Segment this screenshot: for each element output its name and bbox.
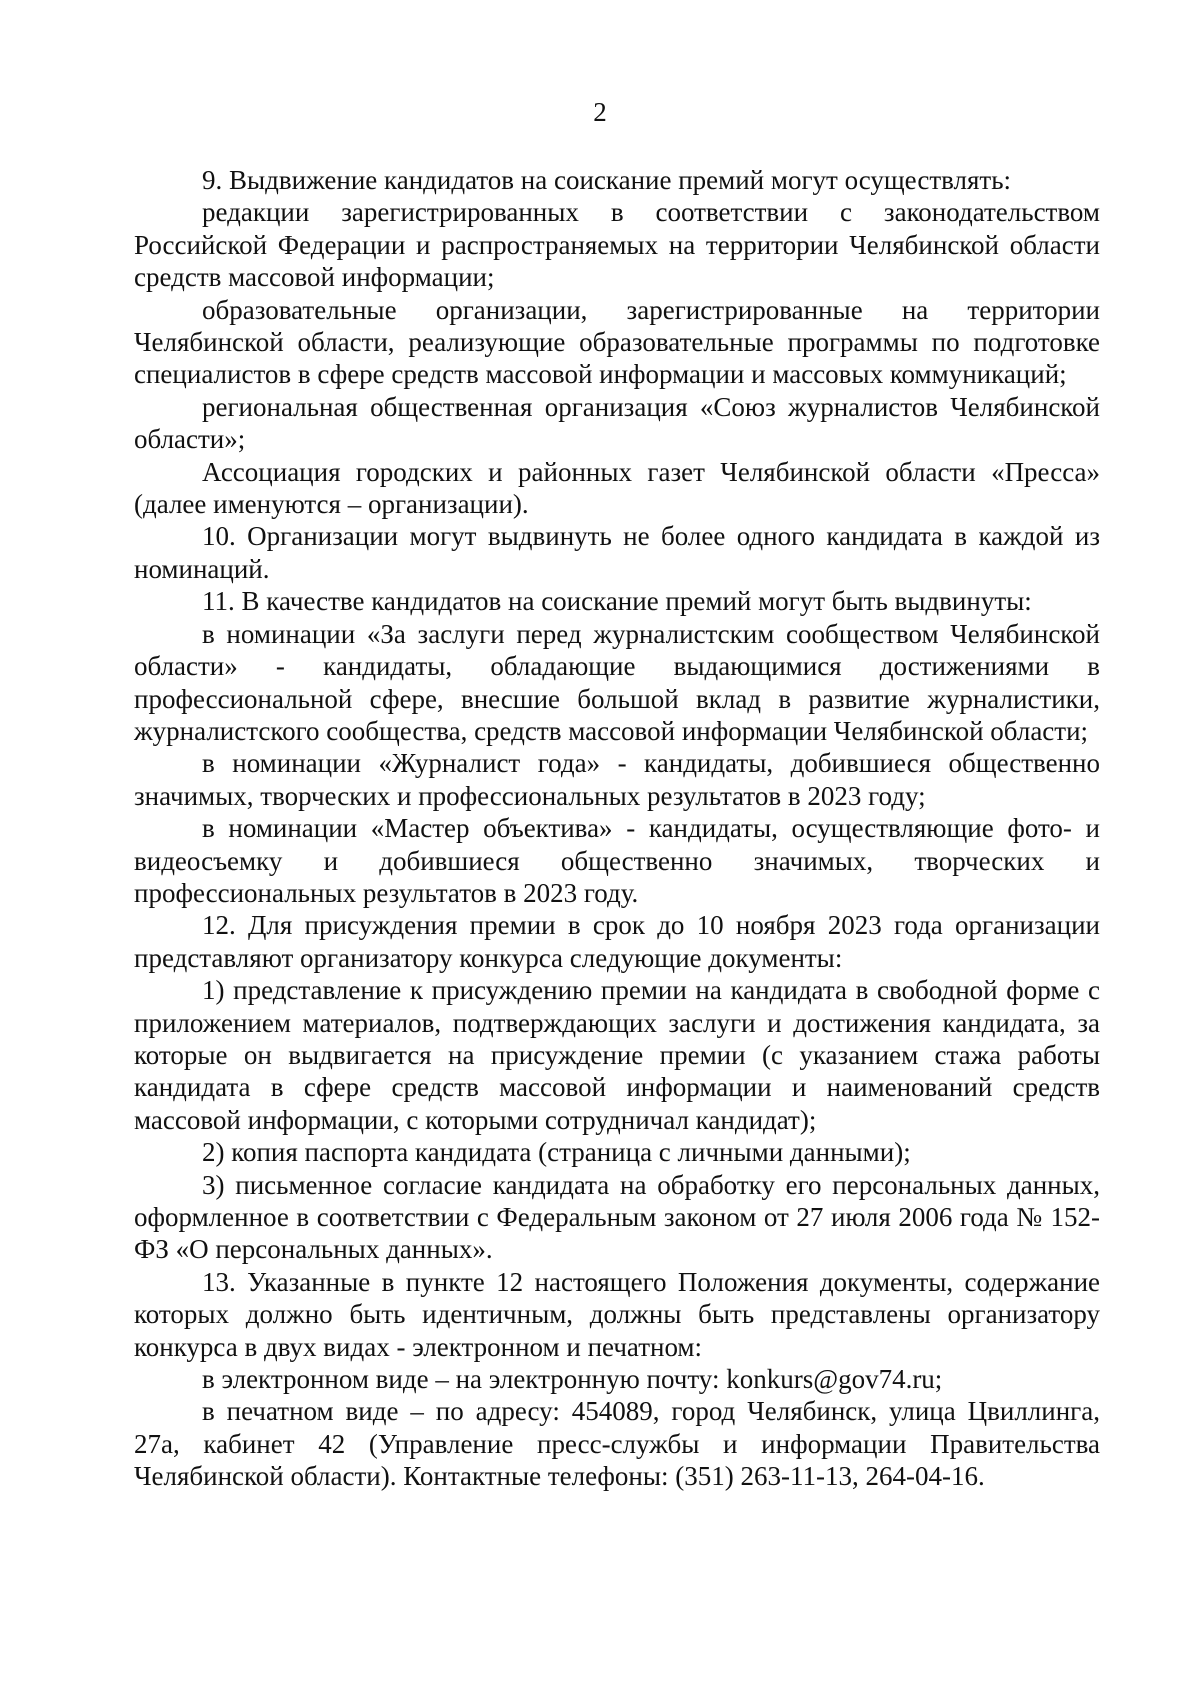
paragraph-9-item-media-editors: редакции зарегистрированных в соответствии с законодательством Российской Федерации и распространяемых на территории Челябинской области средств массовой информации;	[134, 197, 1100, 293]
paragraph-10: 10. Организации могут выдвинуть не более одного кандидата в каждой из номинаций.	[134, 521, 1100, 584]
paragraph-11-nomination-merits: в номинации «За заслуги перед журналистским сообществом Челябинской области» - кандидаты, обладающие выдающимися достижениями в профессиональной сфере, внесшие большой вклад в развитие журналистики, журналистского сообщества, средств массовой информации Челябинской области;	[134, 618, 1100, 746]
paragraph-11-nomination-journalist: в номинации «Журналист года» - кандидаты, добившиеся общественно значимых, творческих и профессиональных результатов в 2023 году;	[134, 748, 1100, 811]
paragraph-9: 9. Выдвижение кандидатов на соискание премий могут осуществлять:	[202, 165, 1012, 195]
paragraph-9-item-education-orgs: образовательные организации, зарегистрированные на территории Челябинской области, реализующие образовательные программы по подготовке специалистов в сфере средств массовой информации и массовых коммуникаций;	[134, 294, 1100, 390]
paragraph-12-item-3: 3) письменное согласие кандидата на обработку его персональных данных, оформленное в соответствии с Федеральным законом от 27 июля 2006 года № 152-ФЗ «О персональных данных».	[134, 1169, 1100, 1265]
paragraph-12: 12. Для присуждения премии в срок до 10 ноября 2023 года организации представляют организатору конкурса следующие документы:	[134, 910, 1100, 973]
paragraph-13-printed: в печатном виде – по адресу: 454089, город Челябинск, улица Цвиллинга, 27а, кабинет 42 (Управление пресс-службы и информации Правительства Челябинской области). Контактные телефоны: (351) 263-11-13, 264-04-16.	[134, 1396, 1100, 1492]
paragraph-12-item-1: 1) представление к присуждению премии на кандидата в свободной форме с приложением материалов, подтверждающих заслуги и достижения кандидата, за которые он выдвигается на присуждение премии (с указанием стажа работы кандидата в сфере средств массовой информации и наименований средств массовой информации, с которыми сотрудничал кандидат);	[134, 975, 1100, 1135]
paragraph-13: 13. Указанные в пункте 12 настоящего Положения документы, содержание которых должно быть идентичным, должны быть представлены организатору конкурса в двух видах - электронном и печатном:	[134, 1266, 1100, 1362]
paragraph-11-nomination-lens-master: в номинации «Мастер объектива» - кандидаты, осуществляющие фото- и видеосъемку и добившиеся общественно значимых, творческих и профессиональных результатов в 2023 году.	[134, 813, 1100, 908]
paragraph-9-item-journalists-union: региональная общественная организация «Союз журналистов Челябинской области»;	[134, 391, 1100, 455]
page-number: 2	[593, 97, 607, 127]
document-body	[134, 164, 1100, 1493]
paragraph-13-electronic: в электронном виде – на электронную почту: konkurs@gov74.ru;	[202, 1364, 943, 1395]
paragraph-12-item-2: 2) копия паспорта кандидата (страница с личными данными);	[202, 1137, 911, 1168]
paragraph-11: 11. В качестве кандидатов на соискание премий могут быть выдвинуты:	[202, 586, 1032, 617]
paragraph-9-item-press-association: Ассоциация городских и районных газет Челябинской области «Пресса» (далее именуются – организации).	[134, 456, 1100, 520]
